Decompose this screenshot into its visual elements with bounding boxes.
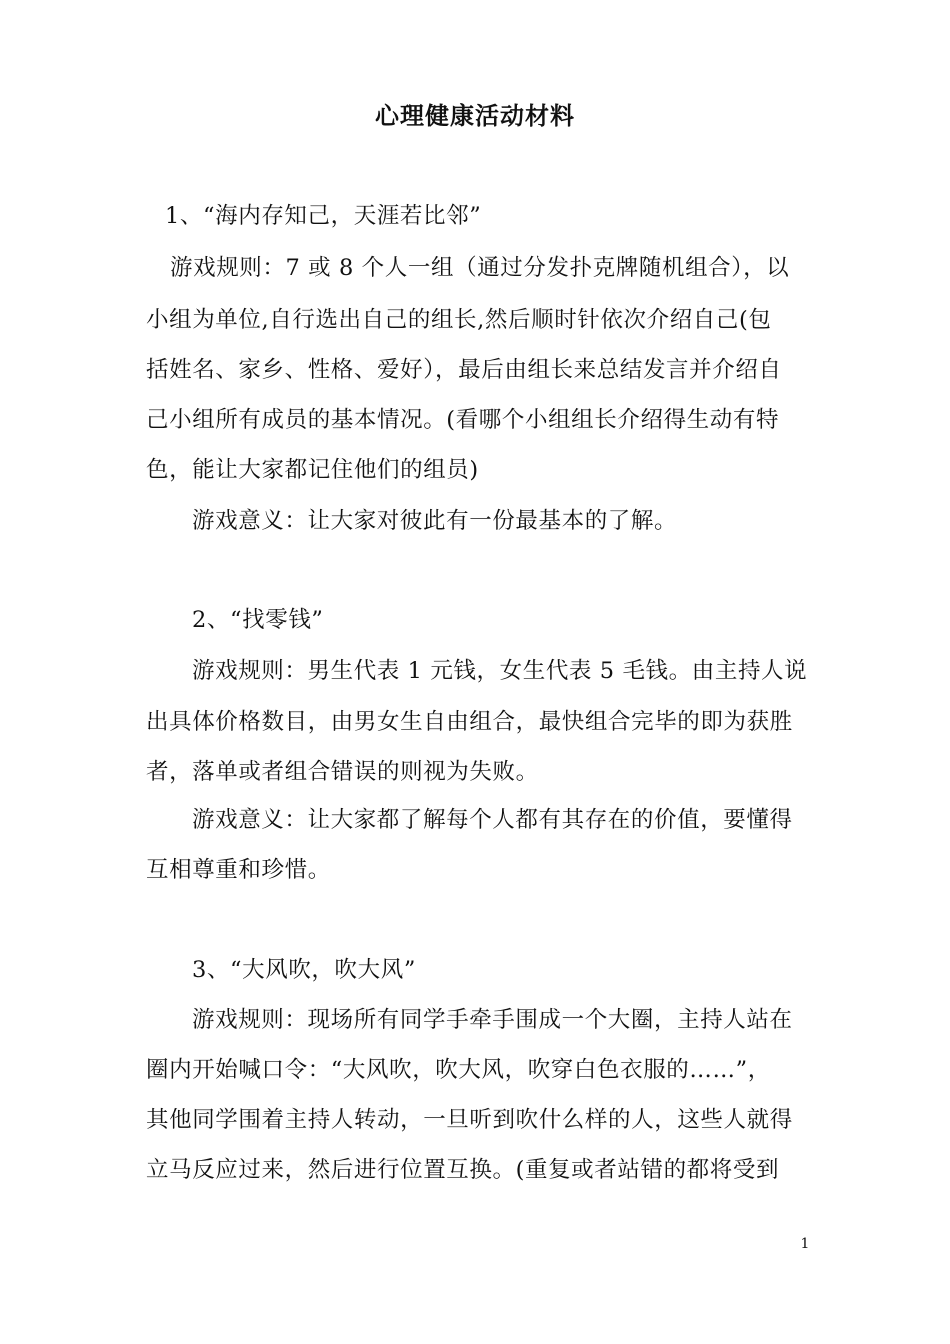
section-2-rules-line: 者，落单或者组合错误的则视为失败。 [146, 759, 539, 785]
section-1-rules-line: 小组为单位,自行选出自己的组长,然后顺时针依次介绍自己(包 [146, 307, 772, 333]
document-title: 心理健康活动材料 [375, 101, 575, 130]
section-1-meaning: 游戏意义：让大家对彼此有一份最基本的了解。 [192, 508, 678, 534]
section-1-heading: 1、“海内存知己，天涯若比邻” [165, 203, 482, 229]
section-2-meaning-line: 互相尊重和珍惜。 [146, 857, 331, 883]
section-3-rules-line: 其他同学围着主持人转动，一旦听到吹什么样的人，这些人就得 [146, 1107, 793, 1133]
section-2-rules-line: 出具体价格数目，由男女生自由组合，最快组合完毕的即为获胜 [146, 709, 793, 735]
section-1-rules-line: 己小组所有成员的基本情况。(看哪个小组组长介绍得生动有特 [146, 407, 780, 433]
section-2-rules-line: 游戏规则：男生代表 1 元钱，女生代表 5 毛钱。由主持人说 [192, 658, 808, 684]
section-1-rules-line: 色，能让大家都记住他们的组员) [146, 457, 479, 483]
section-2-heading: 2、“找零钱” [192, 607, 324, 633]
section-3-rules-line: 游戏规则：现场所有同学手牵手围成一个大圈，主持人站在 [192, 1007, 793, 1033]
section-3-rules-line: 立马反应过来，然后进行位置互换。(重复或者站错的都将受到 [146, 1157, 780, 1183]
section-1-rules-line: 游戏规则：7 或 8 个人一组（通过分发扑克牌随机组合），以 [170, 255, 790, 281]
section-3-heading: 3、“大风吹，吹大风” [192, 957, 416, 983]
section-1-rules-line: 括姓名、家乡、性格、爱好），最后由组长来总结发言并介绍自 [146, 357, 782, 383]
section-3-rules-line: 圈内开始喊口令：“大风吹，吹大风，吹穿白色衣服的……”， [146, 1057, 771, 1083]
section-2-meaning-line: 游戏意义：让大家都了解每个人都有其存在的价值，要懂得 [192, 807, 793, 833]
page-number: 1 [800, 1236, 810, 1252]
